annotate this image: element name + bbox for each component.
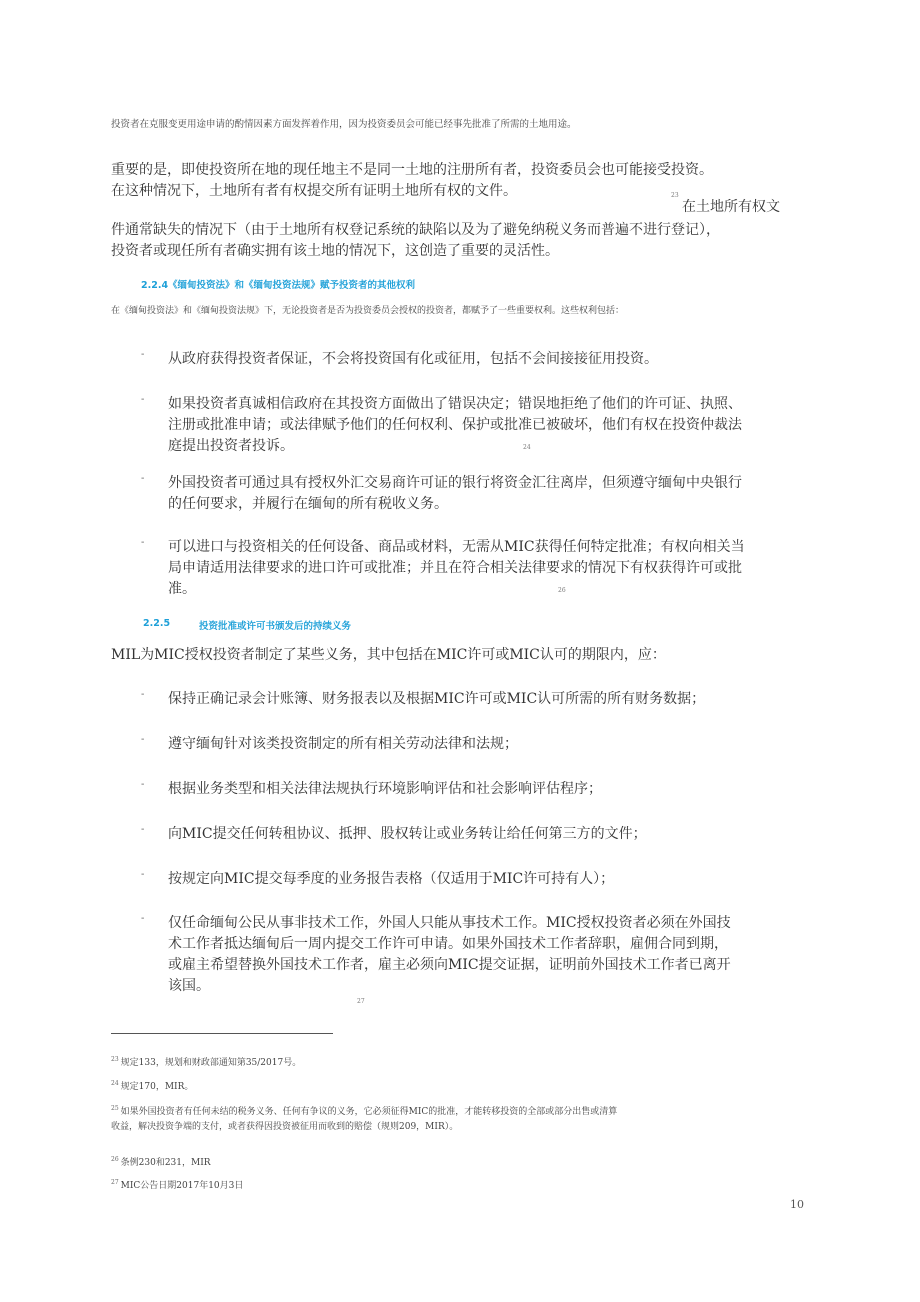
bullet-dash: - [141,537,145,548]
footnote-text: 条例230和231，MIR [120,1158,211,1168]
bullet-line: 局申请适用法律要求的进口许可或批准；并且在符合相关法律要求的情况下有权获得许可或批 [168,560,742,576]
bullet-line: 保持正确记录会计账簿、财务报表以及根据MIC许可或MIC认可所需的所有财务数据； [168,691,706,707]
para1-line4: 投资者或现任所有者确实拥有该土地的情况下，这创造了重要的灵活性。 [111,243,559,259]
bullet-line: 庭提出投资者投诉。 [168,438,294,454]
bullet-line: 如果投资者真诚相信政府在其投资方面做出了错误决定；错误地拒绝了他们的许可证、执照、 [168,396,742,412]
footnote-number: 25 [111,1105,119,1112]
bullet-line: 根据业务类型和相关法律法规执行环境影响评估和社会影响评估程序； [168,781,602,797]
footnote-divider [111,1033,333,1034]
footnote-ref-26[interactable]: 26 [558,587,566,594]
bullet-line: 该国。 [168,978,210,994]
footnote-24 [111,1076,193,1095]
bullet-line: 的任何要求，并履行在缅甸的所有税收义务。 [168,496,448,512]
bullet-dash: - [141,394,145,405]
bullet-line: 向MIC提交任何转租协议、抵押、股权转让或业务转让给任何第三方的文件； [168,826,647,842]
footnote-number: 27 [111,1179,119,1186]
footnote-ref-24[interactable]: 24 [523,444,531,451]
bullet-line: 仅任命缅甸公民从事非技术工作，外国人只能从事技术工作。MIC授权投资者必须在外国技 [168,915,731,931]
bullet-dash: - [141,824,145,835]
footnote-text: 规定133，规划和财政部通知第35/2017号。 [120,1058,302,1068]
bullet-line: 遵守缅甸针对该类投资制定的所有相关劳动法律和法规； [168,736,518,752]
section-225-title: 投资批准或许可书颁发后的持续义务 [199,621,352,632]
bullet-line: 或雇主希望替换外国技术工作者，雇主必须向MIC提交证据，证明前外国技术工作者已离开 [168,957,731,973]
bullet-dash: - [141,349,145,360]
top-note: 投资者在克服变更用途申请的酌情因素方面发挥着作用，因为投资委员会可能已经事先批准了所需的土地用途。 [111,119,577,130]
footnote-ref-23[interactable]: 23 [671,192,679,199]
bullet-line: 可以进口与投资相关的任何设备、商品或材料，无需从MIC获得任何特定批准；有权向相关当 [168,539,745,555]
section-224-heading: 2.2.4《缅甸投资法》和《缅甸投资法规》赋予投资者的其他权利 [141,280,416,291]
para1-line3: 件通常缺失的情况下（由于土地所有权登记系统的缺陷以及为了避免纳税义务而普遍不进行登记）， [111,222,720,238]
section-224-intro: 在《缅甸投资法》和《缅甸投资法规》下，无论投资者是否为投资委员会授权的投资者，都赋予了一些重要权利。这些权利包括： [111,306,625,316]
footnote-number: 24 [111,1080,119,1087]
bullet-line: 从政府获得投资者保证，不会将投资国有化或征用，包括不会间接接征用投资。 [168,351,658,367]
footnote-text: MIC公告日期2017年10月3日 [120,1181,244,1191]
page-number: 10 [790,1198,804,1211]
footnote-number: 23 [111,1056,119,1063]
para1-line1: 重要的是，即使投资所在地的现任地主不是同一土地的注册所有者，投资委员会也可能接受投资。 [111,162,713,178]
bullet-line: 外国投资者可通过具有授权外汇交易商许可证的银行将资金汇往离岸，但须遵守缅甸中央银行 [168,475,742,491]
footnote-number: 26 [111,1156,119,1163]
footnote-25 [111,1101,811,1135]
bullet-dash: - [141,779,145,790]
footnote-ref-27[interactable]: 27 [357,998,365,1005]
section-225-number: 2.2.5 [143,618,171,629]
footnote-text-continued: 收益，解决投资争端的支付，或者获得因投资被征用而收到的赔偿（规则209，MIR）。 [111,1122,459,1132]
footnote-text: 规定170，MIR。 [120,1082,194,1092]
bullet-dash: - [141,734,145,745]
footnote-text: 如果外国投资者有任何未结的税务义务、任何有争议的义务，它必须征得MIC的批准，才能转移投资的全部或部分出售或清算 [120,1107,618,1117]
para1-line2-tail: 在土地所有权文 [682,199,780,215]
bullet-dash: - [141,473,145,484]
footnote-26 [111,1152,211,1171]
footnote-23 [111,1052,301,1071]
para1-line2: 在这种情况下，土地所有者有权提交所有证明土地所有权的文件。 [111,183,517,199]
bullet-line: 注册或批准申请；或法律赋予他们的任何权利、保护或批准已被破坏，他们有权在投资仲裁法 [168,417,742,433]
bullet-dash: - [141,689,145,700]
section-225-intro: MIL为MIC授权投资者制定了某些义务，其中包括在MIC许可或MIC认可的期限内，应： [111,647,666,663]
bullet-dash: - [141,913,145,924]
footnote-27 [111,1175,243,1194]
bullet-line: 准。 [168,581,196,597]
bullet-line: 术工作者抵达缅甸后一周内提交工作许可申请。如果外国技术工作者辞职，雇佣合同到期， [168,936,728,952]
bullet-line: 按规定向MIC提交每季度的业务报告表格（仅适用于MIC许可持有人）； [168,871,615,887]
bullet-dash: - [141,869,145,880]
